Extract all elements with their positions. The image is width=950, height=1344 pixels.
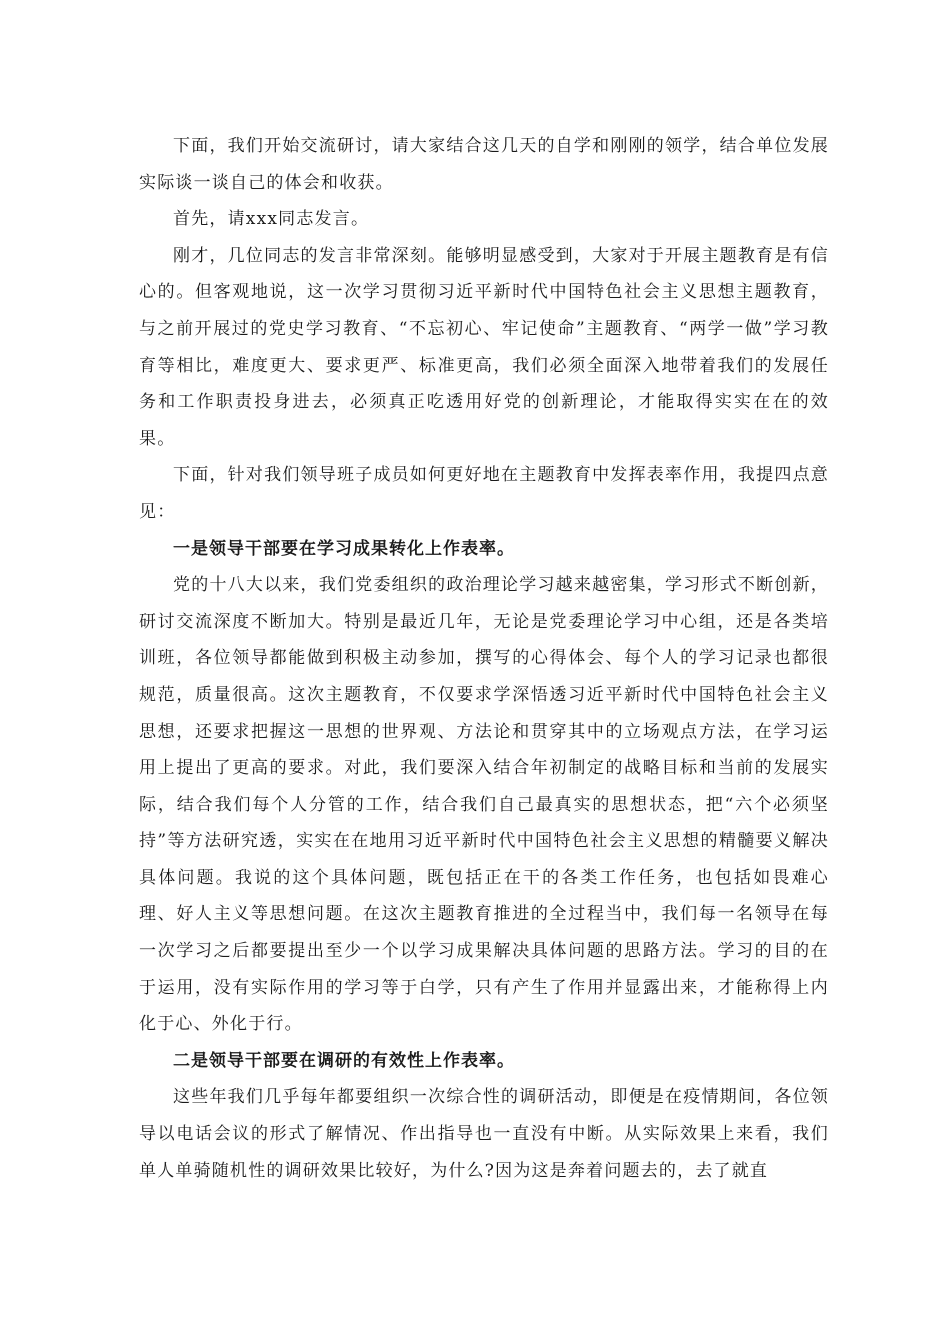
paragraph-intro-discussion: 下面，我们开始交流研讨，请大家结合这几天的自学和刚刚的领学，结合单位发展实际谈一谈自己的体会和收获。 <box>139 136 829 193</box>
heading-point-two: 二是领导干部要在调研的有效性上作表率。 <box>173 1050 515 1071</box>
paragraph-comments: 刚才，几位同志的发言非常深刻。能够明显感受到，大家对于开展主题教育是有信心的。但客观地说，这一次学习贯彻习近平新时代中国特色社会主义思想主题教育，与之前开展过的党史学习教育、“不忘初心、牢记使命”主题教育、“两学一做”学习教育等相比，难度更大、要求更严、标准更高，我们必须全面深入地带着我们的发展任务和工作职责投身进去，必须真正吃透用好党的创新理论，才能取得实实在在的效果。 <box>139 245 829 449</box>
document-body <box>139 128 829 1189</box>
paragraph-four-points: 下面，针对我们领导班子成员如何更好地在主题教育中发挥表率作用，我提四点意见： <box>139 465 829 522</box>
paragraph-first-speaker: 首先，请xxx同志发言。 <box>173 209 370 230</box>
paragraph-point-one-body: 党的十八大以来，我们党委组织的政治理论学习越来越密集，学习形式不断创新，研讨交流深度不断加大。特别是最近几年，无论是党委理论学习中心组，还是各类培训班，各位领导都能做到积极主动参加，撰写的心得体会、每个人的学习记录也都很规范，质量很高。这次主题教育，不仅要求学深悟透习近平新时代中国特色社会主义思想，还要求把握这一思想的世界观、方法论和贯穿其中的立场观点方法，在学习运用上提出了更高的要求。对此，我们要深入结合年初制定的战略目标和当前的发展实际，结合我们每个人分管的工作，结合我们自己最真实的思想状态，把“六个必须坚持”等方法研究透，实实在在地用习近平新时代中国特色社会主义思想的精髓要义解决具体问题。我说的这个具体问题，既包括正在干的各类工作任务，也包括如畏难心理、好人主义等思想问题。在这次主题教育推进的全过程当中，我们每一名领导在每一次学习之后都要提出至少一个以学习成果解决具体问题的思路方法。学习的目的在于运用，没有实际作用的学习等于白学，只有产生了作用并显露出来，才能称得上内化于心、外化于行。 <box>139 575 829 1035</box>
heading-point-one: 一是领导干部要在学习成果转化上作表率。 <box>173 538 515 559</box>
paragraph-point-two-body: 这些年我们几乎每年都要组织一次综合性的调研活动，即便是在疫情期间，各位领导以电话会议的形式了解情况、作出指导也一直没有中断。从实际效果上来看，我们单人单骑随机性的调研效果比较好，为什么?因为这是奔着问题去的，去了就直 <box>139 1087 829 1181</box>
